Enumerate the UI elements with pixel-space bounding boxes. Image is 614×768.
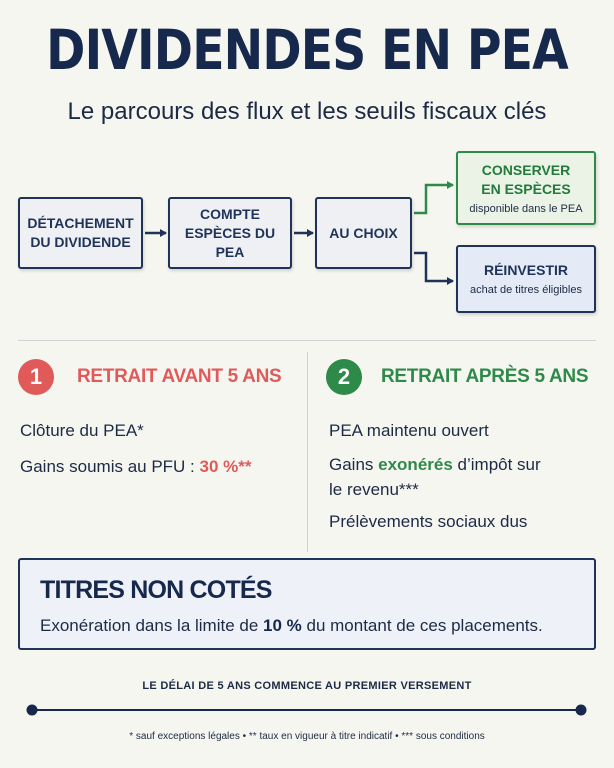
timeline-label: LE DÉLAI DE 5 ANS COMMENCE AU PREMIER VERSEMENT: [142, 680, 472, 692]
footnotes: * sauf exceptions légales • ** taux en vigueur à titre indicatif • *** sous conditions: [129, 731, 485, 742]
section2-item-pea-ouvert: PEA maintenu ouvert: [329, 421, 489, 440]
flow-step-label: DÉTACHEMENT DU DIVIDENDE: [27, 215, 134, 250]
callout-text-prefix: Exonération dans la limite de: [40, 616, 264, 635]
section1-item-cloture: Clôture du PEA*: [20, 421, 144, 440]
page-title: DIVIDENDES EN PEA: [46, 18, 568, 82]
pfu-label: Gains soumis au PFU :: [20, 457, 200, 476]
pfu-rate: 30 %**: [199, 457, 252, 476]
exoneres-line2: le revenu***: [329, 480, 419, 499]
callout-text-value: 10 %: [263, 616, 302, 635]
flow-option-subtitle: achat de titres éligibles: [470, 284, 582, 296]
page-subtitle: Le parcours des flux et les seuils fiscaux clés: [67, 98, 547, 125]
exoneres-suffix: d’impôt sur: [452, 455, 541, 474]
flow-step-label: COMPTE ESPÈCES DU PEA: [184, 205, 276, 260]
callout-title: TITRES NON COTÉS: [40, 576, 272, 604]
callout-text-suffix: du montant de ces placements.: [301, 616, 543, 635]
flow-option-subtitle: disponible dans le PEA: [469, 202, 583, 215]
section2-item-prelevements: Prélèvements sociaux dus: [329, 512, 528, 531]
exoneres-prefix: Gains: [329, 455, 379, 474]
badge-number: 2: [337, 364, 351, 389]
flow-option-title: RÉINVESTIR: [483, 262, 568, 278]
exoneres-emphasis: exonérés: [378, 455, 453, 474]
section2-title: RETRAIT APRÈS 5 ANS: [381, 366, 589, 387]
section1-title: RETRAIT AVANT 5 ANS: [77, 366, 282, 387]
badge-number: 1: [29, 364, 43, 389]
timeline-start-dot: [27, 705, 38, 716]
timeline-end-dot: [576, 705, 587, 716]
flow-step-label: AU CHOIX: [329, 224, 398, 241]
flow-option-title: CONSERVER EN ESPÈCES: [481, 161, 571, 197]
